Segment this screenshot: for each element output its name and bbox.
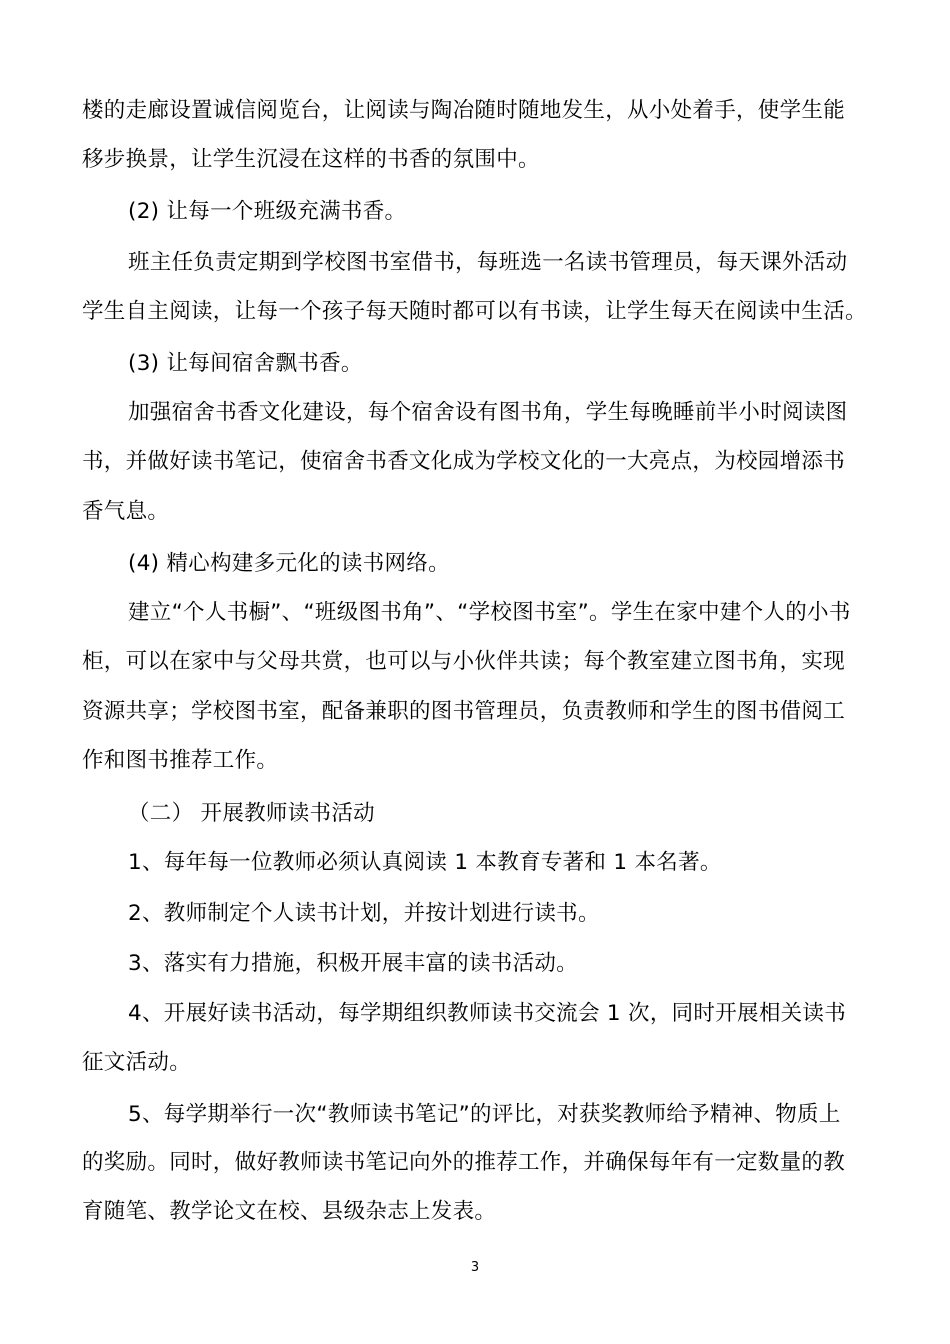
list-heading: (4) 精心构建多元化的读书网络。 [128, 551, 450, 576]
text-line: 书，并做好读书笔记，使宿舍书香文化成为学校文化的一大亮点，为校园增添书 [82, 449, 846, 474]
text-line: 楼的走廊设置诚信阅览台，让阅读与陶冶随时随地发生，从小处着手，使学生能 [82, 98, 846, 123]
text-line: 柜，可以在家中与父母共赏，也可以与小伙伴共读；每个教室建立图书角，实现 [82, 649, 846, 674]
list-item: 2、教师制定个人读书计划，并按计划进行读书。 [128, 901, 600, 926]
text-line: 的奖励。同时，做好教师读书笔记向外的推荐工作，并确保每年有一定数量的教 [82, 1150, 846, 1175]
text-line: 学生自主阅读，让每一个孩子每天随时都可以有书读，让学生每天在阅读中生活。 [82, 299, 867, 324]
text-line: 移步换景，让学生沉浸在这样的书香的氛围中。 [82, 147, 540, 172]
text-line: 建立“个人书橱”、“班级图书角”、“学校图书室”。学生在家中建个人的小书 [128, 600, 851, 625]
text-line: 加强宿舍书香文化建设，每个宿舍设有图书角，学生每晚睡前半小时阅读图 [128, 400, 848, 425]
list-item: 4、开展好读书活动，每学期组织教师读书交流会 1 次，同时开展相关读书 [128, 1001, 847, 1026]
text-line: 征文活动。 [82, 1050, 192, 1075]
list-item: 5、每学期举行一次“教师读书笔记”的评比，对获奖教师给予精神、物质上 [128, 1102, 841, 1127]
section-heading: （二） 开展教师读书活动 [128, 801, 375, 826]
text-line: 香气息。 [82, 499, 170, 524]
text-line: 育随笔、教学论文在校、县级杂志上发表。 [82, 1199, 497, 1224]
list-item: 1、每年每一位教师必须认真阅读 1 本教育专著和 1 本名著。 [128, 850, 722, 875]
list-heading: (3) 让每间宿舍飘书香。 [128, 351, 363, 376]
list-heading: (2) 让每一个班级充满书香。 [128, 199, 407, 224]
page-number: 3 [470, 1260, 480, 1275]
text-line: 作和图书推荐工作。 [82, 748, 279, 773]
text-line: 资源共享；学校图书室，配备兼职的图书管理员，负责教师和学生的图书借阅工 [82, 699, 846, 724]
text-line: 班主任负责定期到学校图书室借书，每班选一名读书管理员，每天课外活动 [128, 250, 848, 275]
list-item: 3、落实有力措施，积极开展丰富的读书活动。 [128, 951, 578, 976]
